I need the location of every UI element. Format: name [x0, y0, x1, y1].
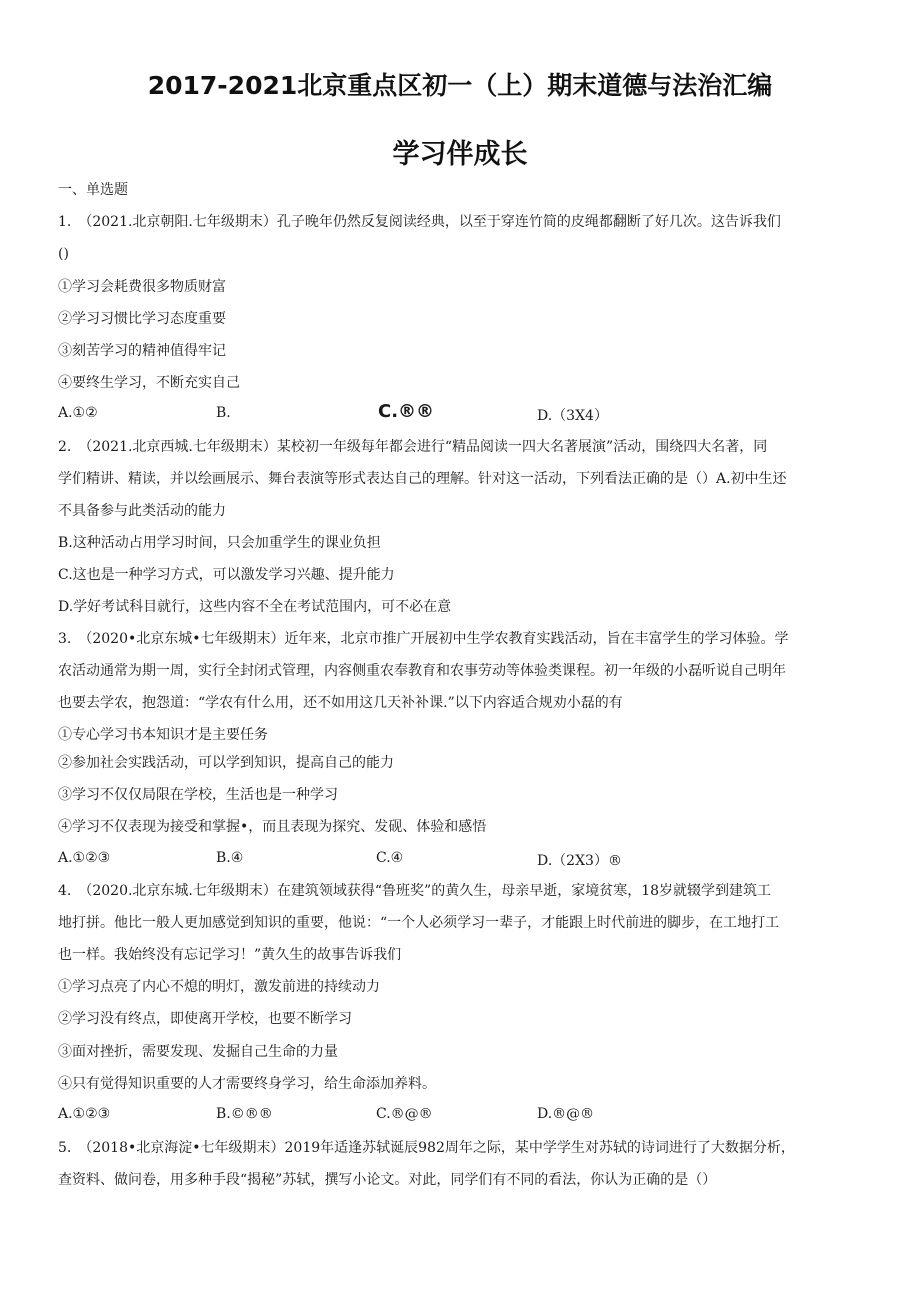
q4-option-c: C.®@®	[376, 1106, 433, 1122]
q4-item-2: ②学习没有终点，即使离开学校，也要不断学习	[58, 1011, 352, 1027]
document-subtitle: 学习伴成长	[392, 139, 528, 170]
q3-option-c: C.④	[376, 850, 404, 866]
document-title: 2017-2021北京重点区初一（上）期末道德与法治汇编	[147, 71, 773, 100]
q3-option-d: D.（2X3）®	[537, 853, 622, 869]
q2-stem-line3: 不具备参与此类活动的能力	[58, 503, 226, 519]
q5-stem-line1: 5. （2018•北京海淀•七年级期末）2019年适逢苏轼诞辰982周年之际，某中学学生对苏轼的诗词进行了大数据分析，	[58, 1140, 795, 1156]
q4-item-4: ④只有觉得知识重要的人才需要终身学习，给生命添加养料。	[58, 1076, 436, 1092]
q3-option-a: A.①②③	[58, 850, 111, 866]
q3-stem-line3: 也要去学农，抱怨道：“学农有什么用，还不如用这几天补补课.”以下内容适合规劝小磊的有	[58, 695, 623, 711]
q4-options	[58, 1106, 858, 1126]
q4-option-b: B.©®®	[216, 1106, 273, 1122]
q4-option-a: A.①②③	[58, 1106, 111, 1122]
q3-options	[58, 850, 858, 870]
q4-item-3: ③面对挫折，需要发现、发掘自己生命的力量	[58, 1044, 338, 1060]
q2-option-b: B.这种活动占用学习时间，只会加重学生的课业负担	[58, 535, 381, 551]
q2-option-d: D.学好考试科目就行，这些内容不全在考试范围内，可不必在意	[58, 599, 452, 615]
q1-option-d: D.（3X4）	[537, 408, 608, 424]
q3-stem-line2: 农活动通常为期一周，实行全封闭式管理，内容侧重农奉教育和农事劳动等体验类课程。初一年级的小磊听说自己明年	[58, 663, 786, 679]
q1-item-2: ②学习习惯比学习态度重要	[58, 311, 226, 327]
q3-item-2: ②参加社会实践活动，可以学到知识，提高自己的能力	[58, 755, 394, 771]
q2-stem-line1: 2. （2021.北京西城.七年级期末）某校初一年级每年都会进行“精品阅读一四大名著展演”活动，围绕四大名著，同	[58, 439, 768, 455]
q1-item-4: ④要终生学习，不断充实自己	[58, 375, 240, 391]
section-heading: 一、单选题	[58, 182, 128, 198]
q4-stem-line1: 4. （2020.北京东城.七年级期末）在建筑领域获得“鲁班奖”的黄久生，母亲早逝，家境贫寒，18岁就辍学到建筑工	[58, 883, 772, 899]
q5-stem-line2: 查资料、做问卷，用多种手段“揭秘”苏轼，撰写小论文。对此，同学们有不同的看法，你认为正确的是（）	[58, 1172, 717, 1188]
q1-options	[58, 401, 858, 425]
q1-stem-line1: 1. （2021.北京朝阳.七年级期末）孔子晚年仍然反复阅读经典，以至于穿连竹简的皮绳都翻断了好几次。这告诉我们	[58, 214, 781, 230]
q3-item-4: ④学习不仅表现为接受和掌握•，而且表现为探究、发砚、体验和感悟	[58, 819, 487, 835]
q1-option-a: A.①②	[58, 405, 98, 421]
q3-item-3: ③学习不仅仅局限在学校，生活也是一种学习	[58, 787, 338, 803]
q1-item-1: ①学习会耗费很多物质财富	[58, 279, 226, 295]
q4-stem-line2: 地打拼。他比一般人更加感觉到知识的重要，他说：“一个人必须学习一辈子，才能跟上时代前进的脚步，在工地打工	[58, 915, 780, 931]
q2-option-c: C.这也是一种学习方式，可以激发学习兴趣、提升能力	[58, 567, 395, 583]
q4-item-1: ①学习点亮了内心不熄的明灯，激发前进的持续动力	[58, 979, 380, 995]
q1-item-3: ③刻苦学习的精神值得牢记	[58, 343, 226, 359]
q3-stem-line1: 3. （2020•北京东城•七年级期末）近年来，北京市推广开展初中生学农教育实践活动，旨在丰富学生的学习体验。学	[58, 631, 789, 647]
q1-stem-line2: ()	[58, 246, 69, 262]
q2-stem-line2: 学们精讲、精读，并以绘画展示、舞台表演等形式表达自己的理解。针对这一活动，下列看法正确的是（）A.初中生还	[58, 471, 787, 487]
q1-option-b: B.	[216, 405, 231, 421]
q4-stem-line3: 也一样。我始终没有忘记学习！”黄久生的故事告诉我们	[58, 947, 402, 963]
q3-item-1: ①专心学习书本知识才是主要任务	[58, 727, 268, 743]
q1-option-c: C.®®	[378, 401, 435, 422]
q4-option-d: D.®@®	[537, 1106, 595, 1122]
q3-option-b: B.④	[216, 850, 244, 866]
